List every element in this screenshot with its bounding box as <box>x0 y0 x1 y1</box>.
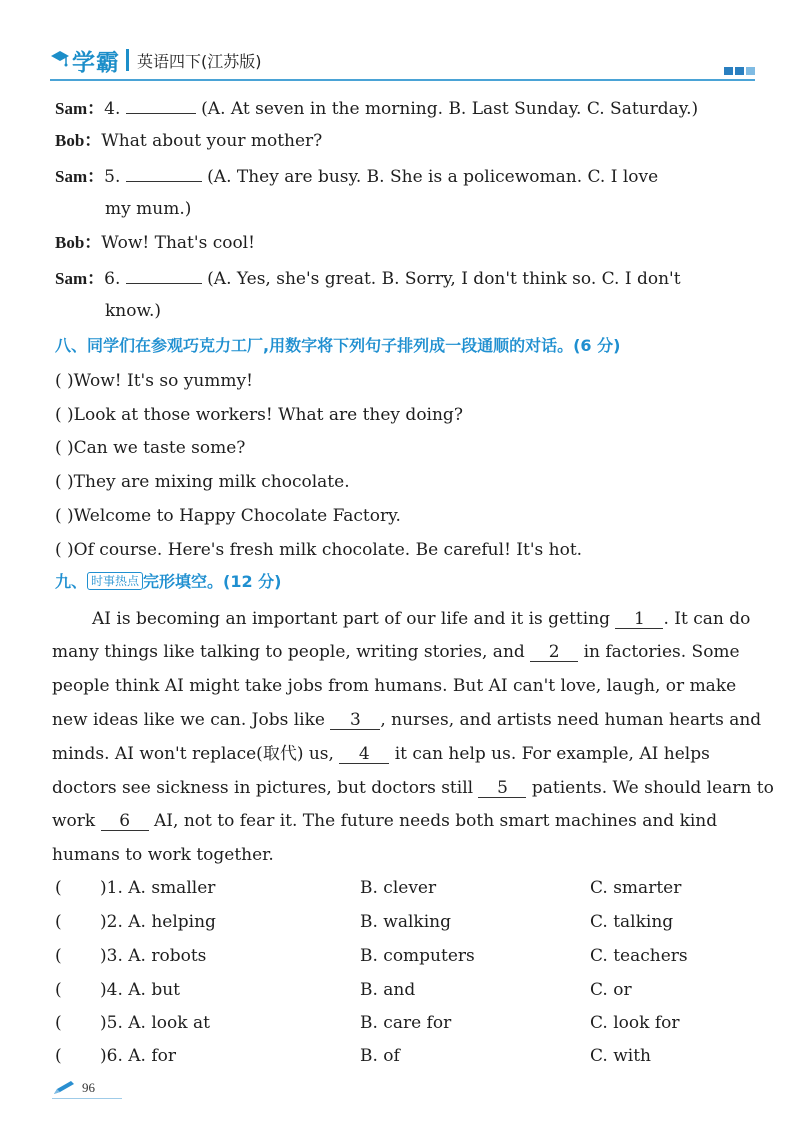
option-b: B. of <box>360 1046 400 1066</box>
dialogue-line-cont: my mum.) <box>105 199 192 219</box>
passage-line: people think AI might take jobs from humans. But AI can't love, laugh, or make <box>52 676 737 696</box>
answer-paren[interactable]: ( <box>55 946 62 966</box>
speaker-label: Sam： <box>55 167 105 186</box>
speaker-label: Sam： <box>55 99 105 118</box>
option-b: B. walking <box>360 912 451 932</box>
option-b: B. care for <box>360 1013 452 1033</box>
answer-paren[interactable]: ( <box>55 1013 62 1033</box>
option-c: C. teachers <box>590 946 688 966</box>
answer-paren[interactable]: ( <box>55 878 62 898</box>
dialogue-text: What about your mother? <box>101 131 323 151</box>
answer-paren[interactable]: ( <box>55 912 62 932</box>
question-number: 6. <box>104 269 121 289</box>
option-c: C. look for <box>590 1013 680 1033</box>
passage-line: doctors see sickness in pictures, but doctors still 5 patients. We should learn to <box>52 778 774 798</box>
answer-blank[interactable] <box>126 98 196 114</box>
passage-line: humans to work together. <box>52 845 274 865</box>
cloze-blank-4[interactable]: 4 <box>339 745 389 764</box>
header-rule <box>50 79 755 81</box>
passage-line: work 6 AI, not to fear it. The future needs both smart machines and kind <box>52 811 718 831</box>
option-c: C. smarter <box>590 878 682 898</box>
graduation-cap-icon <box>50 47 70 73</box>
section-9-title <box>55 571 282 593</box>
cloze-blank-2[interactable]: 2 <box>530 643 578 662</box>
page-footer <box>52 1080 95 1096</box>
option-b: B. computers <box>360 946 475 966</box>
dialogue-line <box>55 268 681 290</box>
header-decoration <box>724 67 755 75</box>
option-a: )4. A. but <box>100 980 181 1000</box>
page-number: 96 <box>82 1080 95 1095</box>
ordering-item[interactable]: ( )Can we taste some? <box>55 438 246 458</box>
footer-rule <box>52 1098 122 1099</box>
ordering-item[interactable]: ( )Of course. Here's fresh milk chocolate. Be careful! It's hot. <box>55 540 583 560</box>
option-a: )5. A. look at <box>100 1013 210 1033</box>
answer-blank[interactable] <box>126 268 202 284</box>
section-title-text: 完形填空。(12 分) <box>143 572 282 591</box>
passage-line: minds. AI won't replace(取代) us, 4 it can help us. For example, AI helps <box>52 744 710 764</box>
dialogue-line-cont: know.) <box>105 301 162 321</box>
section-8-title: 八、同学们在参观巧克力工厂,用数字将下列句子排列成一段通顺的对话。(6 分) <box>55 336 621 355</box>
page-header <box>50 42 755 82</box>
dialogue-line <box>55 166 658 188</box>
dialogue-text: Wow! That's cool! <box>101 233 255 253</box>
option-a: )2. A. helping <box>100 912 216 932</box>
book-title: 英语四下(江苏版) <box>137 51 262 71</box>
ordering-item[interactable]: ( )Wow! It's so yummy! <box>55 371 253 391</box>
passage-line: new ideas like we can. Jobs like 3 , nurses, and artists need human hearts and <box>52 710 762 730</box>
cloze-blank-6[interactable]: 6 <box>101 812 149 831</box>
option-a: )6. A. for <box>100 1046 176 1066</box>
ordering-item[interactable]: ( )Welcome to Happy Chocolate Factory. <box>55 506 401 526</box>
answer-blank[interactable] <box>126 166 202 182</box>
passage-line: many things like talking to people, writing stories, and 2 in factories. Some <box>52 642 740 662</box>
logo-divider <box>126 49 129 71</box>
dialogue-line <box>55 130 322 152</box>
question-number: 4. <box>104 99 121 119</box>
option-a: )3. A. robots <box>100 946 207 966</box>
logo <box>50 42 262 78</box>
speaker-label: Bob： <box>55 233 102 252</box>
question-number: 5. <box>104 167 121 187</box>
option-b: B. clever <box>360 878 437 898</box>
answer-options: (A. Yes, she's great. B. Sorry, I don't think so. C. I don't <box>207 269 681 289</box>
dialogue-line <box>55 232 255 254</box>
option-c: C. talking <box>590 912 674 932</box>
dialogue-line <box>55 98 698 120</box>
ordering-item[interactable]: ( )Look at those workers! What are they doing? <box>55 405 463 425</box>
ordering-item[interactable]: ( )They are mixing milk chocolate. <box>55 472 350 492</box>
speaker-label: Sam： <box>55 269 105 288</box>
option-c: C. or <box>590 980 632 1000</box>
option-a: )1. A. smaller <box>100 878 216 898</box>
cloze-blank-3[interactable]: 3 <box>330 711 380 730</box>
section-number: 九、 <box>55 572 88 591</box>
answer-paren[interactable]: ( <box>55 980 62 1000</box>
cloze-blank-5[interactable]: 5 <box>478 779 526 798</box>
answer-options: (A. At seven in the morning. B. Last Sunday. C. Saturday.) <box>201 99 699 119</box>
current-events-tag: 时事热点 <box>87 572 143 590</box>
logo-text: 学霸 <box>72 49 120 76</box>
option-c: C. with <box>590 1046 651 1066</box>
cloze-blank-1[interactable]: 1 <box>615 610 663 629</box>
option-b: B. and <box>360 980 416 1000</box>
speaker-label: Bob： <box>55 131 102 150</box>
answer-paren[interactable]: ( <box>55 1046 62 1066</box>
passage-line: AI is becoming an important part of our life and it is getting 1 . It can do <box>92 609 751 629</box>
pencil-icon <box>52 1080 78 1096</box>
answer-options: (A. They are busy. B. She is a policewoman. C. I love <box>207 167 659 187</box>
